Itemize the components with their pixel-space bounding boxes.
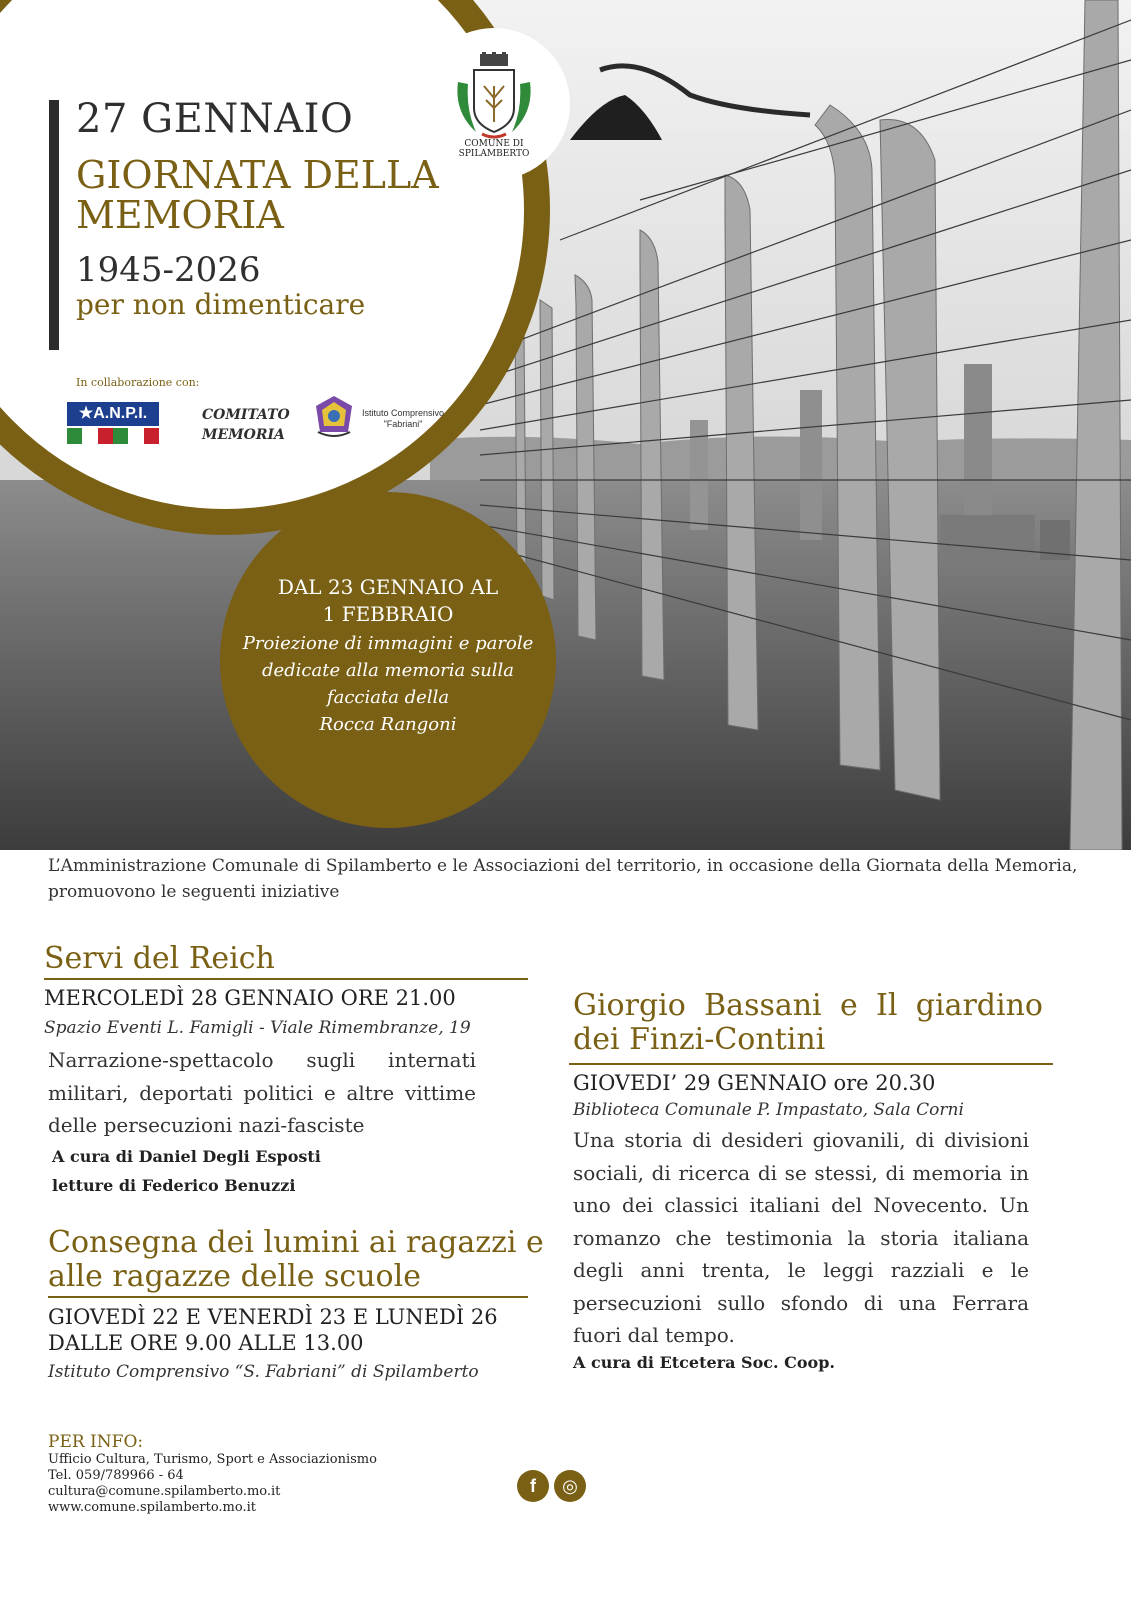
intro-text: L’Amministrazione Comunale di Spilamberto e le Associazioni del territorio, in occasione della Giornata della Memoria, promuovono le seguenti iniziative [48, 856, 1078, 902]
event-bassani-title: Giorgio Bassani e Il giardino dei Finzi-Contini [573, 988, 1043, 1057]
highlight-desc-line1: Proiezione di immagini e parole [242, 633, 534, 654]
event-date: 27 GENNAIO [76, 96, 354, 142]
event-servi-rule [44, 978, 528, 980]
highlight-desc-line3: facciata della [326, 687, 450, 708]
anpi-logo [67, 402, 159, 444]
event-bassani-rule [569, 1063, 1053, 1065]
highlight-desc-line4: Rocca Rangoni [319, 714, 457, 735]
collaboration-label: In collaborazione con: [76, 376, 200, 389]
school-line1: Istituto Comprensivo [362, 408, 445, 418]
info-website[interactable]: www.comune.spilamberto.mo.it [48, 1500, 256, 1515]
event-servi-description: Narrazione-spettacolo sugli internati militari, deportati politici e altre vittime delle persecuzioni nazi-fasciste [48, 1048, 476, 1137]
instagram-icon[interactable]: ◎ [554, 1470, 586, 1502]
info-email[interactable]: cultura@comune.spilamberto.mo.it [48, 1484, 281, 1499]
highlight-description [230, 630, 546, 738]
event-bassani-when: GIOVEDI’ 29 GENNAIO ore 20.30 [573, 1071, 936, 1095]
anpi-logo-text: ★A.N.P.I. [67, 402, 159, 426]
title-accent-bar [49, 100, 59, 350]
event-lumini-when: GIOVEDÌ 22 E VENERDÌ 23 E LUNEDÌ 26 DALLE ORE 9.00 ALLE 13.00 [48, 1305, 498, 1355]
years: 1945-2026 [76, 250, 261, 290]
event-lumini-where: Istituto Comprensivo “S. Fabriani” di Spilamberto [48, 1362, 479, 1382]
info-office: Ufficio Cultura, Turismo, Sport e Associazionismo [48, 1452, 377, 1467]
info-contacts [48, 1452, 377, 1516]
school-logo-icon [312, 392, 356, 440]
event-servi-where: Spazio Eventi L. Famigli - Viale Rimembranze, 19 [44, 1018, 471, 1038]
event-bassani-description: Una storia di desideri giovanili, di divisioni sociali, di ricerca di se stessi, di memoria in uno dei classici italiani del Novecento. Un romanzo che testimonia la storia italiana degli anni trenta, le leggi razziali e le persecuzioni sullo sfondo di una Ferrara fuori dal tempo. [573, 1128, 1029, 1347]
crest-label [436, 139, 552, 159]
school-line2: "Fabriani" [383, 419, 423, 429]
municipal-crest-icon [452, 52, 536, 142]
info-heading: PER INFO: [48, 1432, 144, 1452]
subtitle: per non dimenticare [76, 288, 366, 321]
event-bassani-where: Biblioteca Comunale P. Impastato, Sala Corni [573, 1100, 964, 1120]
highlight-title-line2: 1 FEBBRAIO [322, 602, 454, 626]
info-phone: Tel. 059/789966 - 64 [48, 1468, 184, 1483]
event-lumini-title: Consegna dei lumini ai ragazzi e alle ragazze delle scuole [48, 1225, 544, 1294]
event-bassani-credit: A cura di Etcetera Soc. Coop. [573, 1353, 835, 1372]
event-servi-title: Servi del Reich [44, 941, 275, 976]
event-lumini-rule [48, 1296, 528, 1298]
highlight-desc-line2: dedicate alla memoria sulla [261, 660, 515, 681]
comitato-line1: COMITATO [202, 407, 290, 423]
comitato-memoria-logo [202, 405, 290, 445]
school-logo-text [362, 408, 444, 430]
crest-label-line2: SPILAMBERTO [458, 149, 530, 159]
crest-label-line1: COMUNE DI [464, 139, 524, 149]
event-servi-when: MERCOLEDÌ 28 GENNAIO ORE 21.00 [44, 986, 456, 1010]
event-servi-credits [52, 1142, 321, 1200]
italian-flag-icon [67, 428, 159, 444]
page-title: GIORNATA DELLA MEMORIA [76, 153, 439, 237]
comitato-line2: MEMORIA [202, 427, 285, 443]
event-servi-credit2: letture di Federico Benuzzi [52, 1176, 296, 1195]
highlight-dates [230, 574, 546, 628]
event-servi-credit1: A cura di Daniel Degli Esposti [52, 1147, 321, 1166]
facebook-icon[interactable]: f [517, 1470, 549, 1502]
highlight-title-line1: DAL 23 GENNAIO AL [277, 575, 499, 599]
